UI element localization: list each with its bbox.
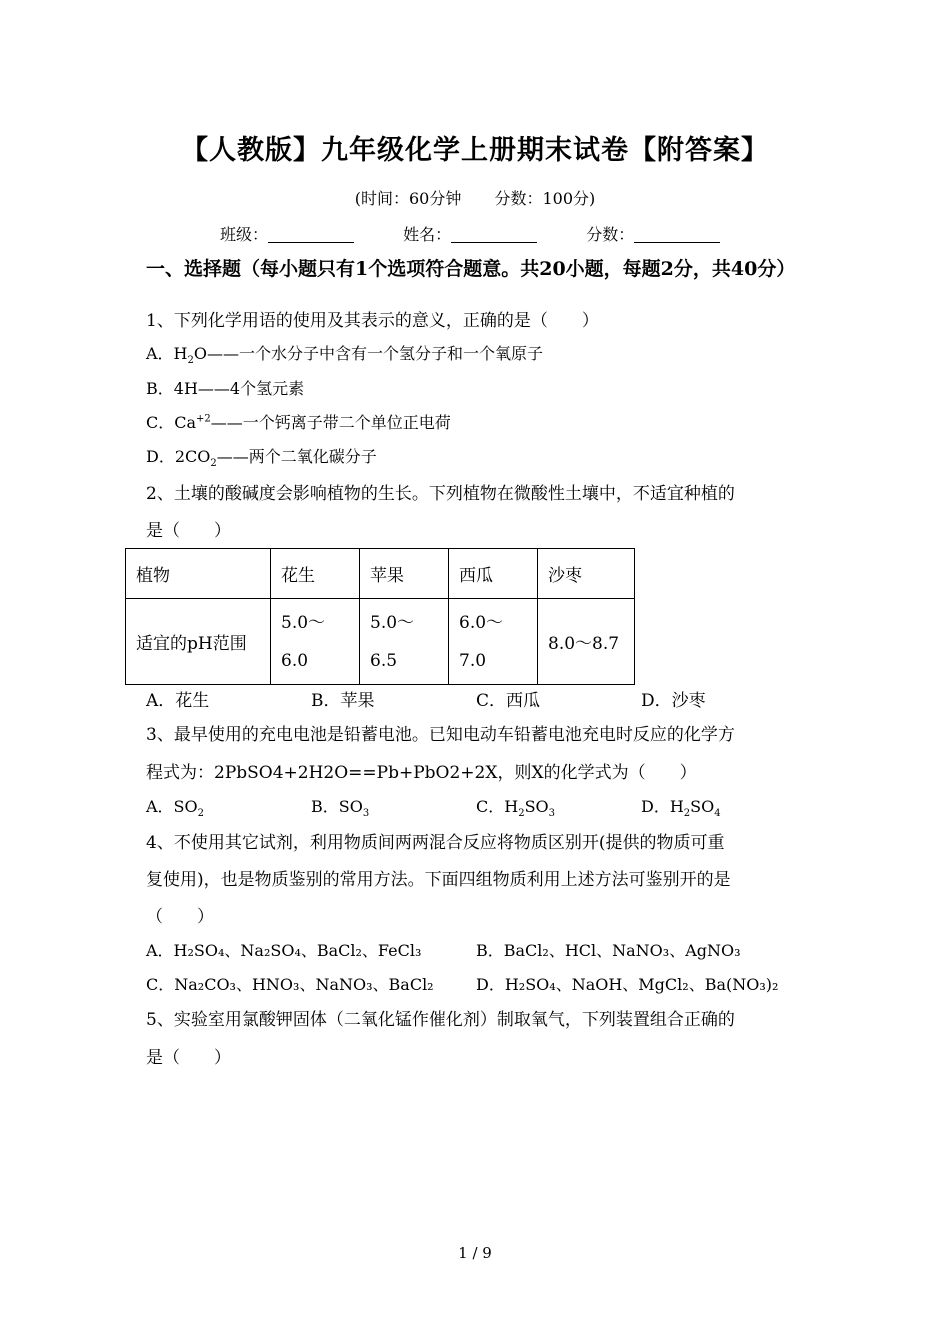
table-cell: 适宜的pH范围 <box>126 599 271 685</box>
q3-stem-line1: 3、最早使用的充电电池是铅蓄电池。已知电动车铅蓄电池充电时反应的化学方 <box>146 725 735 745</box>
table-cell: 5.0～ 6.0 <box>271 599 360 685</box>
q2-stem-line1: 2、土壤的酸碱度会影响植物的生长。下列植物在微酸性土壤中，不适宜种植的 <box>146 484 735 504</box>
q1-option-c: C．$Ca^{+2}——$一个钙离子带二个单位正电荷 <box>146 413 451 432</box>
q3-option-b: B．$SO_3$ <box>311 797 370 820</box>
score-blank[interactable] <box>634 226 720 243</box>
q4-stem-line1: 4、不使用其它试剂，利用物质间两两混合反应将物质区别开(提供的物质可重 <box>146 833 725 853</box>
table-cell: 苹果 <box>360 549 449 599</box>
q2-option-b: B．苹果 <box>311 691 375 711</box>
q4-option-c: C．Na₂CO₃、HNO₃、NaNO₃、BaCl₂ <box>146 975 434 994</box>
table-cell: 花生 <box>271 549 360 599</box>
name-field[interactable]: 姓名： <box>403 222 537 245</box>
q2-option-c: C．西瓜 <box>476 691 541 711</box>
q4-options-row2 <box>146 972 778 995</box>
class-field[interactable]: 班级： <box>220 222 354 245</box>
table-row <box>126 549 635 599</box>
q1-option-a: A．$H_2O——$一个水分子中含有一个氢分子和一个氧原子 <box>146 344 544 367</box>
table-cell: 沙枣 <box>538 549 635 599</box>
q2-stem-line2: 是（ ） <box>146 521 231 541</box>
q3-option-d: D．$H_2SO_4$ <box>641 797 721 820</box>
time-info: (时间：60分钟 <box>354 189 462 208</box>
q2-option-d: D．沙枣 <box>641 691 706 711</box>
exam-info <box>0 186 950 209</box>
table-cell: 5.0～ 6.5 <box>360 599 449 685</box>
score-field[interactable]: 分数： <box>586 222 720 245</box>
q5-stem-line1: 5、实验室用氯酸钾固体（二氧化锰作催化剂）制取氧气，下列装置组合正确的 <box>146 1010 735 1030</box>
q2-option-a: A．花生 <box>146 691 210 711</box>
q3-option-a: A．$SO_2$ <box>146 797 205 820</box>
q4-option-a: A．H₂SO₄、Na₂SO₄、BaCl₂、FeCl₃ <box>146 941 422 960</box>
q3-stem-line2: 程式为：2PbSO4+2H2O==Pb+PbO2+2X，则X的化学式为（ ） <box>146 763 697 783</box>
name-blank[interactable] <box>451 226 537 243</box>
q4-stem-line2: 复使用)，也是物质鉴别的常用方法。下面四组物质利用上述方法可鉴别开的是 <box>146 870 731 890</box>
table-cell: 8.0～8.7 <box>538 599 635 685</box>
q1-stem: 1、下列化学用语的使用及其表示的意义，正确的是（ ） <box>146 311 599 331</box>
ph-table <box>125 548 635 685</box>
score-info: 分数：100分) <box>494 189 596 208</box>
q4-option-d: D．H₂SO₄、NaOH、MgCl₂、Ba(NO₃)₂ <box>476 975 779 994</box>
q1-option-d: D．$2CO_2——$两个二氧化碳分子 <box>146 447 377 470</box>
q1-option-b: B．4H——4个氢元素 <box>146 379 305 398</box>
table-row <box>126 599 635 685</box>
student-fields <box>220 222 764 245</box>
q3-options <box>146 794 721 819</box>
q4-stem-line3: （ ） <box>146 907 214 927</box>
table-cell: 6.0～ 7.0 <box>449 599 538 685</box>
q5-stem-line2: 是（ ） <box>146 1048 231 1068</box>
page-title: 【人教版】九年级化学上册期末试卷【附答案】 <box>181 135 769 166</box>
section-heading: 一、选择题（每小题只有1个选项符合题意。共20小题，每题2分，共40分） <box>146 258 796 280</box>
q4-option-b: B．BaCl₂、HCl、NaNO₃、AgNO₃ <box>476 941 741 960</box>
table-cell: 植物 <box>126 549 271 599</box>
q3-option-c: C．$H_2SO_3$ <box>476 797 556 820</box>
q2-options <box>146 686 806 711</box>
class-blank[interactable] <box>268 226 354 243</box>
q4-options-row1 <box>146 938 741 961</box>
page-number: 1 / 9 <box>458 1244 492 1262</box>
table-cell: 西瓜 <box>449 549 538 599</box>
